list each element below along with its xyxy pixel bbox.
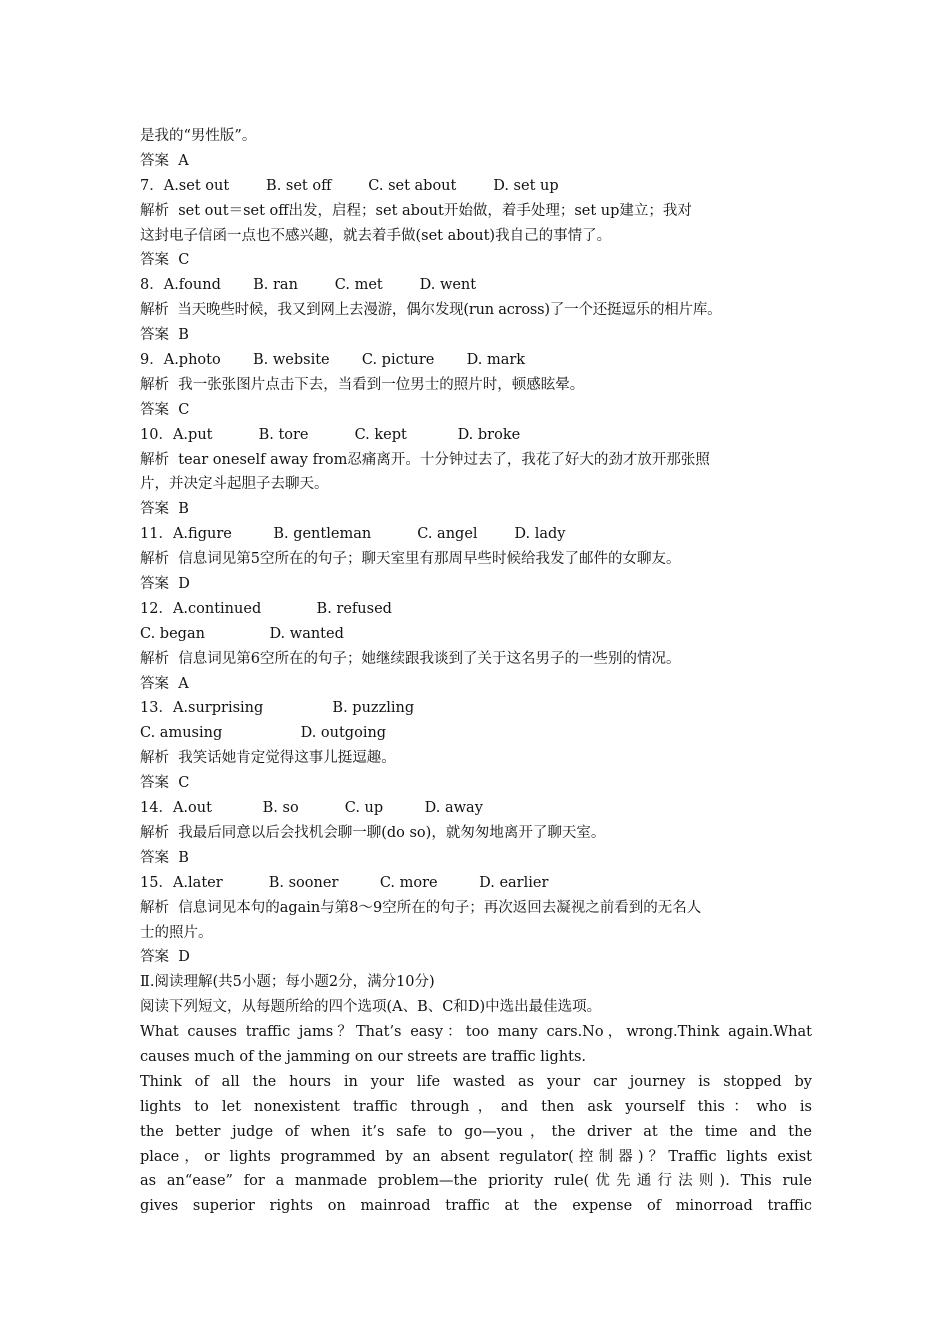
answer-line: 答案 B xyxy=(140,849,189,866)
document-page xyxy=(140,124,812,1219)
answer-line: 答案 A xyxy=(140,152,189,169)
answer-line: 答案 C xyxy=(140,775,190,792)
passage-line: What causes traffic jams？That’s easy：too many cars.No，wrong.Think again.What xyxy=(140,1024,812,1041)
passage-line: the better judge of when it’s safe to go—you，the driver at the time and the xyxy=(140,1123,812,1140)
passage-line: as an“ease” for a manmade problem—the priority rule(优先通行法则). This rule xyxy=(140,1173,812,1190)
passage-line: place，or lights programmed by an absent regulator(控制器)？Traffic lights exist xyxy=(140,1148,812,1165)
answer-line: 答案 D xyxy=(140,949,190,966)
analysis-line: 解析 当天晚些时候，我又到网上去漫游，偶尔发现(run across)了一个还挺逗乐的相片库。 xyxy=(140,302,722,319)
answer-line: 答案 D xyxy=(140,576,190,593)
analysis-line: 解析 我最后同意以后会找机会聊一聊(do so)，就匆匆地离开了聊天室。 xyxy=(140,824,606,841)
instructions: 阅读下列短文，从每题所给的四个选项(A、B、C和D)中选出最佳选项。 xyxy=(140,999,602,1016)
section-heading: Ⅱ.阅读理解(共5小题；每小题2分，满分10分) xyxy=(140,974,435,991)
passage-line: lights to let nonexistent traffic through，and then ask yourself this：who is xyxy=(140,1098,812,1115)
question-options: 9．A.photo B. website C. picture D. mark xyxy=(140,352,526,369)
question-options: C. began D. wanted xyxy=(140,625,344,642)
passage-line: Think of all the hours in your life wasted as your car journey is stopped by xyxy=(140,1073,812,1090)
analysis-line: 解析 信息词见第6空所在的句子；她继续跟我谈到了关于这名男子的一些别的情况。 xyxy=(140,650,681,667)
question-options: 10．A.put B. tore C. kept D. broke xyxy=(140,426,521,443)
analysis-line: 解析 我笑话她肯定觉得这事儿挺逗趣。 xyxy=(140,750,396,767)
passage-line: gives superior rights on mainroad traffic at the expense of minorroad traffic xyxy=(140,1198,812,1215)
analysis-line: 解析 信息词见第5空所在的句子；聊天室里有那周早些时候给我发了邮件的女聊友。 xyxy=(140,551,681,568)
analysis-line: 解析 信息词见本句的again与第8～9空所在的句子；再次返回去凝视之前看到的无名人 xyxy=(140,899,702,916)
answer-line: 答案 B xyxy=(140,501,189,518)
question-options: 7．A.set out B. set off C. set about D. set up xyxy=(140,177,559,194)
text-line: 士的照片。 xyxy=(140,924,213,941)
question-options: 15．A.later B. sooner C. more D. earlier xyxy=(140,874,549,891)
question-options: C. amusing D. outgoing xyxy=(140,725,387,742)
text-line: 是我的“男性版”。 xyxy=(140,128,257,144)
answer-line: 答案 B xyxy=(140,327,189,344)
analysis-line: 解析 tear oneself away from忍痛离开。十分钟过去了，我花了好大的劲才放开那张照 xyxy=(140,451,710,468)
analysis-line: 解析 我一张张图片点击下去，当看到一位男士的照片时，顿感眩晕。 xyxy=(140,376,585,393)
answer-line: 答案 C xyxy=(140,401,190,418)
text-line: 这封电子信函一点也不感兴趣，就去着手做(set about)我自己的事情了。 xyxy=(140,227,612,244)
answer-line: 答案 A xyxy=(140,675,189,692)
question-options: 8．A.found B. ran C. met D. went xyxy=(140,277,477,294)
question-options: 14．A.out B. so C. up D. away xyxy=(140,800,483,817)
text-line: 片，并决定斗起胆子去聊天。 xyxy=(140,476,329,493)
question-options: 11．A.figure B. gentleman C. angel D. lady xyxy=(140,526,566,543)
question-options: 13．A.surprising B. puzzling xyxy=(140,700,415,717)
answer-line: 答案 C xyxy=(140,252,190,269)
analysis-line: 解析 set out＝set off出发，启程；set about开始做，着手处理；set up建立；我对 xyxy=(140,202,692,219)
passage-line: causes much of the jamming on our streets are traffic lights. xyxy=(140,1048,587,1065)
question-options: 12．A.continued B. refused xyxy=(140,600,392,617)
